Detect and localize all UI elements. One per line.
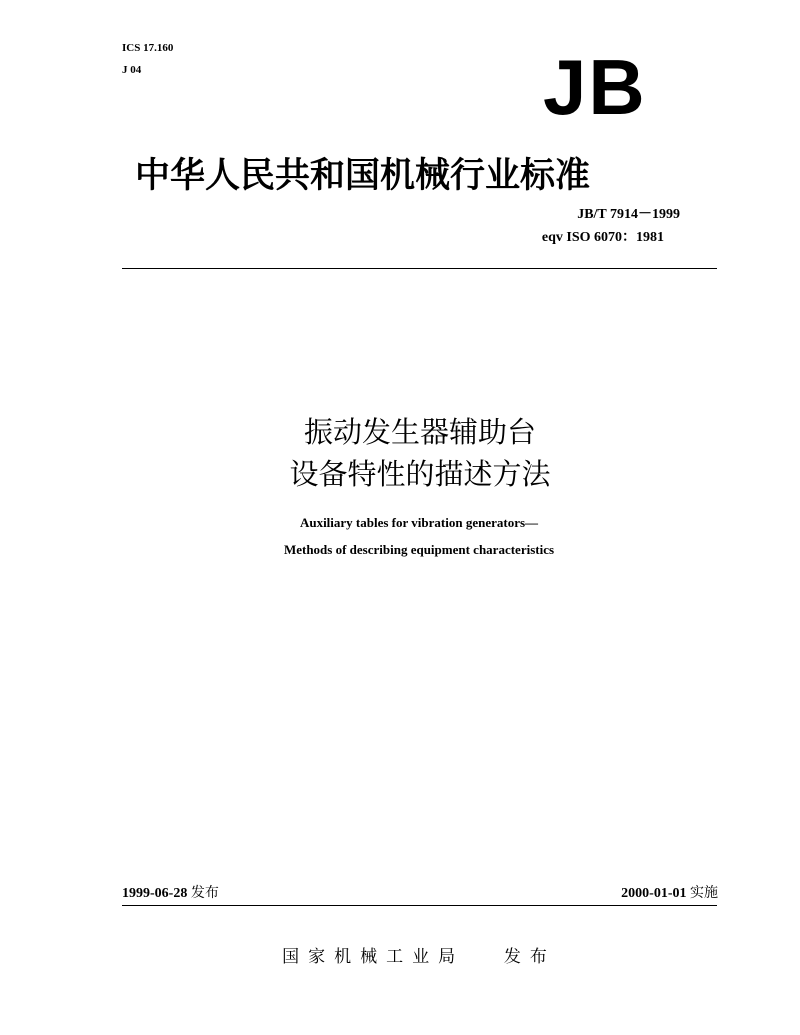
classification-code: J 04 xyxy=(122,64,142,76)
issuer-line xyxy=(0,942,800,967)
en-title-line-2: Methods of describing equipment characteristics xyxy=(283,542,555,557)
issuer-name: 国家机械工业局 xyxy=(282,947,465,966)
cn-title-line-2: 设备特性的描述方法 xyxy=(289,457,551,491)
jb-logo: JB xyxy=(543,43,647,131)
iso-equivalence: eqv ISO 6070：1981 xyxy=(541,230,664,245)
en-title-line-1: Auxiliary tables for vibration generators— xyxy=(299,515,539,530)
issue-label: 发布 xyxy=(190,886,219,901)
top-divider xyxy=(122,268,717,269)
standard-number: JB/T 7914－1999 xyxy=(577,207,680,222)
issue-date: 1999-06-28 xyxy=(122,886,188,901)
implement-label: 实施 xyxy=(690,886,718,901)
standard-category-title: 中华人民共和国机械行业标准 xyxy=(135,156,591,196)
implement-date-block xyxy=(621,882,718,902)
issue-date-block xyxy=(122,882,219,902)
ics-code: ICS 17.160 xyxy=(122,42,174,54)
implement-date: 2000-01-01 xyxy=(621,886,687,901)
cn-title-line-1: 振动发生器辅助台 xyxy=(303,415,536,449)
issuer-action: 发布 xyxy=(503,947,556,966)
bottom-divider xyxy=(122,905,717,906)
